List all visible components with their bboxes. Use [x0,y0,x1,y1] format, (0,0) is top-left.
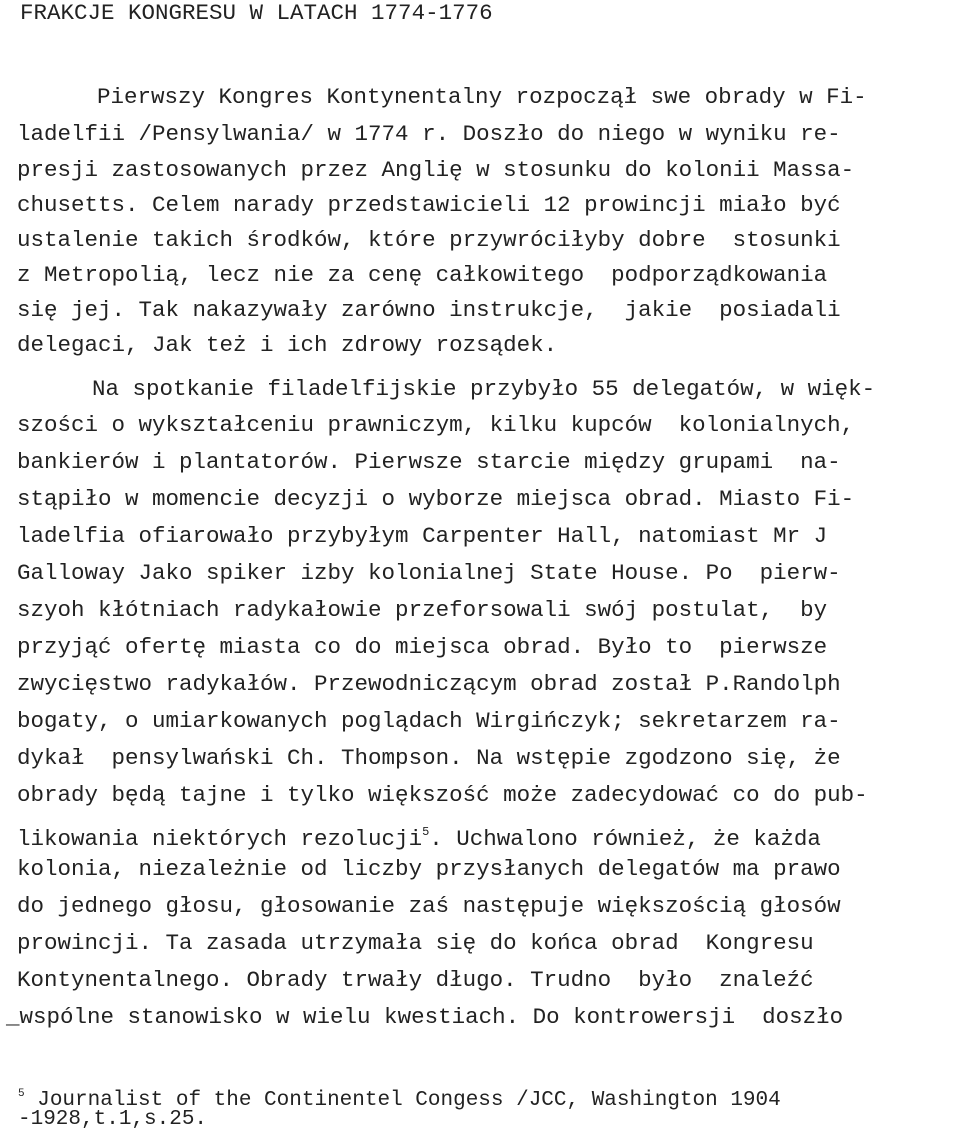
text-line: stąpiło w momencie decyzji o wyborze miejsca obrad. Miasto Fi- [17,486,855,512]
text-line: Galloway Jako spiker izby kolonialnej State House. Po pierw- [17,560,841,586]
page-title: FRAKCJE KONGRESU W LATACH 1774-1776 [20,0,493,26]
text-line: ladelfia ofiarowało przybyłym Carpenter Hall, natomiast Mr J [17,523,828,549]
text-line: z Metropolią, lecz nie za cenę całkowitego podporządkowania [17,262,828,288]
text-line: ustalenie takich środków, które przywróciłyby dobre stosunki [17,227,841,253]
text-line: obrady będą tajne i tylko większość może zadecydować co do pub- [17,782,868,808]
text-line: kolonia, niezależnie od liczby przysłanych delegatów ma prawo [17,856,841,882]
text-line: delegaci, Jak też i ich zdrowy rozsądek. [17,332,558,358]
text-line: _wspólne stanowisko w wielu kwestiach. Do kontrowersji doszło [6,1004,844,1030]
footnote-text: Journalist of the Continentel Congess /JCC, Washington 1904 [37,1089,781,1112]
footnote-mark: 5 [18,1088,25,1100]
text-line: szyoh kłótniach radykałowie przeforsowali swój postulat, by [17,597,828,623]
text-line: ladelfii /Pensylwania/ w 1774 r. Doszło do niego w wyniku re- [17,121,841,147]
text-line: prowincji. Ta zasada utrzymała się do końca obrad Kongresu [17,930,814,956]
text-line: bogaty, o umiarkowanych poglądach Wirgińczyk; sekretarzem ra- [17,708,841,734]
text-line: Na spotkanie filadelfijskie przybyło 55 delegatów, w więk- [92,376,876,402]
text-line: bankierów i plantatorów. Pierwsze starcie między grupami na- [17,449,841,475]
text-line: szości o wykształceniu prawniczym, kilku kupców kolonialnych, [17,412,855,438]
text-line: chusetts. Celem narady przedstawicieli 12 prowincji miało być [17,192,841,218]
text-line: do jednego głosu, głosowanie zaś następuje większością głosów [17,893,841,919]
text-line: Pierwszy Kongres Kontynentalny rozpoczął swe obrady w Fi- [97,84,867,110]
text-line: Kontynentalnego. Obrady trwały długo. Trudno było znaleźć [17,967,814,993]
text-line: presji zastosowanych przez Anglię w stosunku do kolonii Massa- [17,157,855,183]
text-line: przyjąć ofertę miasta co do miejsca obrad. Było to pierwsze [17,634,828,660]
text-line: się jej. Tak nakazywały zarówno instrukcje, jakie posiadali [17,297,841,323]
footnote-continuation: -1928,t.1,s.25. [18,1108,208,1131]
text-segment: likowania niektórych rezolucji [17,826,423,852]
text-line [17,819,960,852]
text-segment: . Uchwalono również, że każda [429,826,821,852]
text-line: dykał pensylwański Ch. Thompson. Na wstępie zgodzono się, że [17,745,841,771]
text-line: zwycięstwo radykałów. Przewodniczącym obrad został P.Randolph [17,671,841,697]
footnote-reference: 5 [422,825,430,839]
